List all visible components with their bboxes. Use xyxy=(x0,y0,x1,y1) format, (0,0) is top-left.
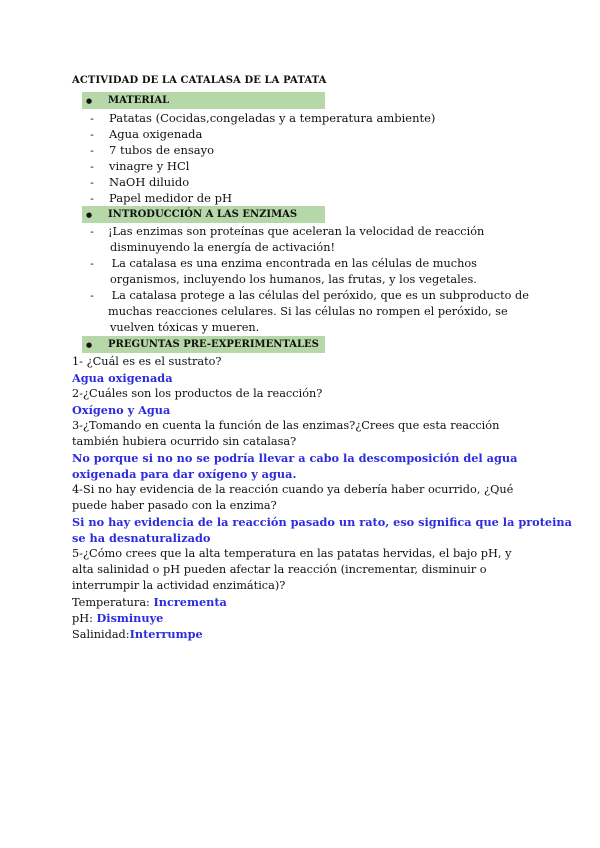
answer-3: No porque si no no se podría llevar a cabo la descomposición del agua oxigenada para dar oxígeno y agua. xyxy=(72,451,518,481)
bullet-icon: ● xyxy=(86,210,93,219)
answer-1: Agua oxigenada xyxy=(72,371,173,385)
answer-2: Oxígeno y Agua xyxy=(72,403,171,417)
question-5: 5-¿Cómo crees que la alta temperatura en las patatas hervidas, el bajo pH, y alta salinidad o pH pueden afectar la reacción (incrementar, disminuir o interrumpir la actividad enzimática)? xyxy=(72,547,512,592)
preguntas-heading: ● PREGUNTAS PRE-EXPERIMENTALES xyxy=(82,336,325,353)
salinidad-answer: Salinidad:Interrumpe xyxy=(72,627,203,641)
intro-heading: ● INTRODUCCIÓN A LAS ENZIMAS xyxy=(82,206,325,223)
bullet-icon: ● xyxy=(86,96,93,105)
intro-paragraph: - ¡Las enzimas son proteínas que aceleran la velocidad de reacción disminuyendo la energía de activación! xyxy=(90,225,485,254)
intro-paragraph: - La catalasa protege a las células del peróxido, que es un subproducto de muchas reacciones celulares. Si las células no rompen el peróxido, se vuelven tóxicas y mueren. xyxy=(90,289,529,334)
document-title: ACTIVIDAD DE LA CATALASA DE LA PATATA xyxy=(72,75,327,86)
question-4: 4-Si no hay evidencia de la reacción cuando ya debería haber ocurrido, ¿Qué puede haber pasado con la enzima? xyxy=(72,483,514,512)
question-2: 2-¿Cuáles son los productos de la reacción? xyxy=(72,387,323,400)
answer-4: Si no hay evidencia de la reacción pasado un rato, eso significa que la proteina se ha desnaturalizado xyxy=(72,515,572,545)
ph-answer: pH: Disminuye xyxy=(72,611,164,625)
question-3: 3-¿Tomando en cuenta la función de las enzimas?¿Crees que esta reacción también hubiera ocurrido sin catalasa? xyxy=(72,419,500,448)
bullet-icon: ● xyxy=(86,340,93,349)
temperatura-answer: Temperatura: Incrementa xyxy=(72,595,227,609)
material-heading: ● MATERIAL xyxy=(82,92,325,109)
intro-paragraph: - La catalasa es una enzima encontrada en las células de muchos organismos, incluyendo los humanos, las frutas, y los vegetales. xyxy=(90,257,477,286)
document-page: ACTIVIDAD DE LA CATALASA DE LA PATATA ● MATERIAL - Patatas (Cocidas,congeladas y a temperatura ambiente) - Agua oxigenada - 7 tubos de ensayo - vinagre y HCl - NaOH diluido - Papel medidor de pH ● INTRODUCCIÓN A LAS ENZIMAS - ¡Las enzimas son proteínas que aceleran la velocidad de reacción disminuyendo la energía de activación! - La catalasa es una enzima encontrada en las células de muchos organismos, incluyendo los humanos, las frutas, y los vegetales. - La catalasa protege a las células del peróxido, que es un subproducto de muchas reacciones celulares. Si las células no rompen el peróxido, se vuelven tóxicas y mueren. ● PREGUNTAS PRE-EXPERIMENTALES 1- ¿Cuál es es el sustrato? Agua oxigenada 2-¿Cuáles son los productos de la reacción? Oxígeno y Agua 3-¿Tomando en cuenta la función de las enzimas?¿Crees que esta reacción también hubiera ocurrido sin catalasa? No porque si no no se podría llevar a cabo la descomposición del agua oxigenada para dar oxígeno y agua. 4-Si no hay evidencia de la reacción cuando ya debería haber ocurrido, ¿Qué puede haber pasado con la enzima? Si no hay evidencia de la reacción pasado un rato, eso significa que la proteina se ha desnaturalizado 5-¿Cómo crees que la alta temperatura en las patatas hervidas, el bajo pH, y alta salinidad o pH pueden afectar la reacción (incrementar, disminuir o interrumpir la actividad enzimática)? Temperatura: Incrementa pH: Disminuye Salinidad:Interrumpe xyxy=(72,75,572,641)
question-1: 1- ¿Cuál es es el sustrato? xyxy=(72,355,222,368)
